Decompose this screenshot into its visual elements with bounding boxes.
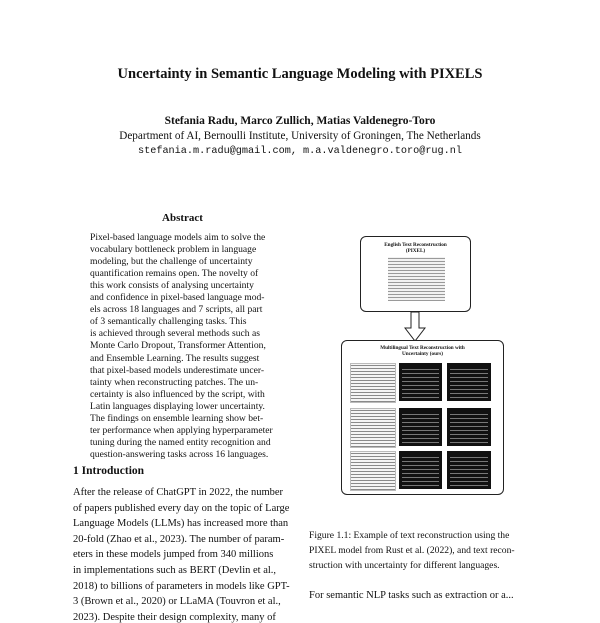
introduction-line: 3 (Brown et al., 2020) or LLaMA (Touvron et al., (73, 596, 281, 608)
figure-caption-line: struction with uncertainty for different languages. (309, 560, 500, 571)
uncertainty-map-1-2 (447, 408, 491, 446)
reconstruction-image-1-0 (350, 408, 396, 448)
abstract-line: that pixel-based models underestimate uncer- (90, 364, 265, 376)
uncertainty-map-1-1 (399, 408, 442, 446)
figure-arrow-icon (404, 312, 426, 342)
figure-multilingual-title: Multilingual Text Reconstruction with Uncertainty (ours) (380, 345, 465, 357)
abstract-line: vocabulary bottleneck problem in language (90, 244, 257, 256)
figure-caption-line: PIXEL model from Rust et al. (2022), and text recon- (309, 545, 515, 556)
abstract-line: tuning during the named entity recognition and (90, 436, 271, 448)
abstract-line: quantification remains open. The novelty of (90, 268, 259, 280)
reconstruction-image-2-0 (350, 451, 396, 491)
abstract-line: is achieved through several methods such as (90, 328, 260, 340)
abstract-line: tainty when reconstructing patches. The un- (90, 376, 259, 388)
introduction-line: eters in these models jumped from 340 millions (73, 549, 274, 561)
introduction-line: of papers published every day on the topic of Large (73, 502, 290, 514)
author-list: Stefania Radu, Marco Zullich, Matias Valdenegro-Toro (164, 115, 436, 127)
abstract-line: Pixel-based language models aim to solve the (90, 232, 266, 243)
author-emails: stefania.m.radu@gmail.com, m.a.valdenegro.toro@rug.nl (137, 146, 462, 157)
abstract-line: and Ensemble Learning. The results suggest (90, 352, 260, 364)
abstract-line: certainty is also influenced by the script, with (90, 388, 265, 400)
figure-caption-line: Figure 1.1: Example of text reconstruction using the (309, 530, 510, 541)
abstract-line: Monte Carlo Dropout, Transformer Attention, (90, 340, 266, 352)
abstract-line: this work consists of analysing uncertainty (90, 280, 254, 292)
figure-english-title: English Text Reconstruction (PIXEL) (384, 242, 447, 254)
introduction-line: Language Models (LLMs) has increased more than (73, 518, 289, 530)
abstract-line: ter performance when applying hyperparameter (90, 424, 273, 436)
abstract-line: els across 18 languages and 7 scripts, all part (90, 304, 263, 316)
abstract-heading: Abstract (162, 212, 203, 224)
reconstruction-image-0-0 (350, 363, 396, 403)
introduction-line: in implementations such as BERT (Devlin et al., (73, 565, 277, 576)
introduction-line: 2023). Despite their design complexity, many of (73, 611, 276, 623)
introduction-line: 2018) to billions of parameters in models like GPT- (73, 580, 290, 592)
uncertainty-map-0-2 (447, 363, 491, 401)
introduction-line: 20-fold (Zhao et al., 2023). The number of param- (73, 533, 285, 545)
abstract-line: modeling, but the challenge of uncertainty (90, 256, 253, 268)
right-column-text: For semantic NLP tasks such as extraction or a... (309, 590, 514, 601)
reconstruction-image-english (388, 257, 445, 301)
abstract-line: Latin languages displaying lower uncertainty. (90, 400, 265, 412)
introduction-line: After the release of ChatGPT in 2022, the number (73, 487, 284, 498)
abstract-line: and confidence in pixel-based language mod- (90, 292, 265, 304)
section-heading-introduction: 1 Introduction (73, 465, 145, 477)
abstract-line: The findings on ensemble learning show bet- (90, 412, 264, 424)
uncertainty-map-2-2 (447, 451, 491, 489)
affiliation: Department of AI, Bernoulli Institute, University of Groningen, The Netherlands (119, 130, 481, 142)
abstract-line: question-answering tasks across 16 languages. (90, 448, 269, 460)
paper-title: Uncertainty in Semantic Language Modeling with PIXELS (117, 66, 483, 82)
figure-panel-english (360, 236, 471, 312)
uncertainty-map-0-1 (399, 363, 442, 401)
uncertainty-map-2-1 (399, 451, 442, 489)
figure-panel-multilingual (341, 340, 504, 495)
abstract-line: of 3 semantically challenging tasks. This (90, 316, 247, 328)
